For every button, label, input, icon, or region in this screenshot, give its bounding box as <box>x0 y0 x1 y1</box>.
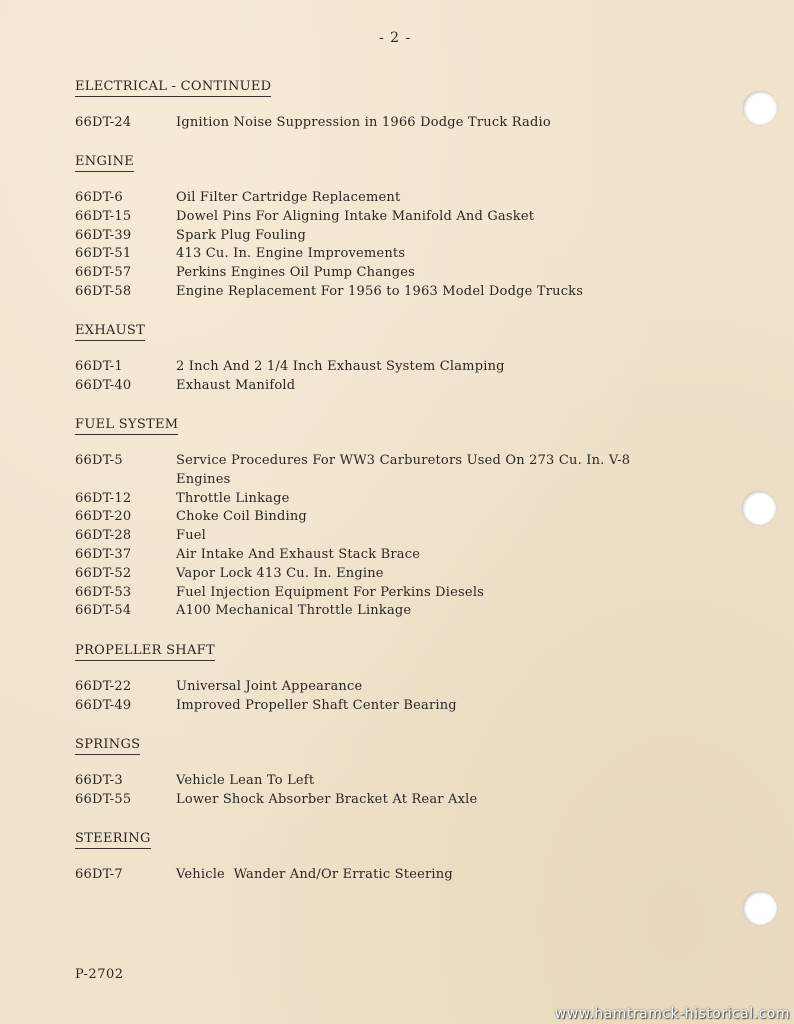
bulletin-title: Improved Propeller Shaft Center Bearing <box>176 697 457 713</box>
bulletin-title: Vehicle Wander And/Or Erratic Steering <box>176 867 453 882</box>
bulletin-title: Oil Filter Cartridge Replacement <box>176 190 401 205</box>
entry-list <box>75 452 715 621</box>
entry-list <box>75 189 715 302</box>
section-engine <box>75 150 715 302</box>
bulletin-title: Vapor Lock 413 Cu. In. Engine <box>176 565 384 581</box>
bulletin-title: Engine Replacement For 1956 to 1963 Model Dodge Trucks <box>176 283 584 299</box>
list-item <box>75 602 715 621</box>
list-item <box>75 452 715 490</box>
entry-list <box>75 358 715 396</box>
list-item <box>75 508 715 527</box>
list-item <box>75 264 715 283</box>
section-propeller-shaft <box>75 639 715 716</box>
list-item <box>75 245 715 264</box>
bulletin-code: 66DT-5 <box>75 453 123 468</box>
list-item <box>75 527 715 546</box>
bulletin-code: 66DT-7 <box>75 867 123 882</box>
bulletin-title: Dowel Pins For Aligning Intake Manifold And Gasket <box>176 208 535 224</box>
bulletin-title: Ignition Noise Suppression in 1966 Dodge Truck Radio <box>176 115 551 130</box>
section-heading: ENGINE <box>75 154 134 172</box>
bulletin-code: 66DT-40 <box>75 377 132 393</box>
list-item <box>75 584 715 603</box>
bulletin-code: 66DT-28 <box>75 528 132 544</box>
website-watermark: www.hamtramck-historical.com <box>554 1006 790 1022</box>
list-item <box>75 189 715 208</box>
binder-hole <box>743 91 777 125</box>
bulletin-title: Exhaust Manifold <box>176 377 296 393</box>
bulletin-code: 66DT-37 <box>75 546 132 562</box>
section-heading: PROPELLER SHAFT <box>75 643 215 661</box>
bulletin-title: Throttle Linkage <box>176 490 290 506</box>
bulletin-code: 66DT-39 <box>75 227 132 243</box>
section-heading: STEERING <box>75 831 151 849</box>
bulletin-code: 66DT-3 <box>75 773 123 788</box>
bulletin-code: 66DT-57 <box>75 265 132 281</box>
bulletin-title: Vehicle Lean To Left <box>176 773 315 788</box>
section-steering <box>75 827 715 885</box>
list-item <box>75 866 715 885</box>
list-item <box>75 772 715 791</box>
bulletin-code: 66DT-49 <box>75 697 132 713</box>
bulletin-code: 66DT-15 <box>75 208 132 224</box>
list-item <box>75 227 715 246</box>
entry-list <box>75 114 715 133</box>
bulletin-title: Service Procedures For WW3 Carburetors Used On 273 Cu. In. V-8 Engines <box>176 453 631 487</box>
section-heading: SPRINGS <box>75 737 140 755</box>
binder-hole <box>742 491 776 525</box>
document-code: P-2702 <box>75 967 124 982</box>
bulletin-code: 66DT-54 <box>75 603 132 619</box>
bulletin-title: A100 Mechanical Throttle Linkage <box>176 603 412 619</box>
list-item <box>75 678 715 697</box>
section-heading: EXHAUST <box>75 323 145 341</box>
page-number: - 2 - <box>379 30 412 46</box>
bulletin-title: Choke Coil Binding <box>176 509 307 525</box>
bulletin-code: 66DT-52 <box>75 565 132 581</box>
section-heading: ELECTRICAL - CONTINUED <box>75 79 271 97</box>
bulletin-code: 66DT-12 <box>75 490 132 506</box>
section-springs <box>75 733 715 810</box>
bulletin-title: Universal Joint Appearance <box>176 679 363 694</box>
section-electrical-continued <box>75 75 715 133</box>
bulletin-title: Perkins Engines Oil Pump Changes <box>176 265 416 281</box>
bulletin-code: 66DT-51 <box>75 246 132 262</box>
bulletin-title: 2 Inch And 2 1/4 Inch Exhaust System Clamping <box>176 359 505 374</box>
entry-list <box>75 678 715 716</box>
binder-hole <box>743 891 777 925</box>
section-fuel-system <box>75 413 715 621</box>
list-item <box>75 208 715 227</box>
bulletin-title: Fuel <box>176 528 207 544</box>
list-item <box>75 114 715 133</box>
bulletin-code: 66DT-1 <box>75 359 123 374</box>
bulletin-code: 66DT-58 <box>75 283 132 299</box>
list-item <box>75 283 715 302</box>
list-item <box>75 565 715 584</box>
entry-list <box>75 866 715 885</box>
bulletin-title: Lower Shock Absorber Bracket At Rear Axle <box>176 791 478 807</box>
bulletin-code: 66DT-53 <box>75 584 132 600</box>
bulletin-code: 66DT-20 <box>75 509 132 525</box>
list-item <box>75 697 715 716</box>
bulletin-title: Air Intake And Exhaust Stack Brace <box>176 546 421 562</box>
bulletin-code: 66DT-22 <box>75 679 132 694</box>
list-item <box>75 377 715 396</box>
bulletin-title: 413 Cu. In. Engine Improvements <box>176 246 406 262</box>
bulletin-code: 66DT-55 <box>75 791 132 807</box>
section-exhaust <box>75 319 715 396</box>
list-item <box>75 490 715 509</box>
section-heading: FUEL SYSTEM <box>75 417 178 435</box>
list-item <box>75 791 715 810</box>
bulletin-title: Spark Plug Fouling <box>176 227 307 243</box>
list-item <box>75 358 715 377</box>
bulletin-code: 66DT-6 <box>75 190 123 205</box>
list-item <box>75 546 715 565</box>
entry-list <box>75 772 715 810</box>
bulletin-title: Fuel Injection Equipment For Perkins Diesels <box>176 584 485 600</box>
bulletin-code: 66DT-24 <box>75 115 132 130</box>
